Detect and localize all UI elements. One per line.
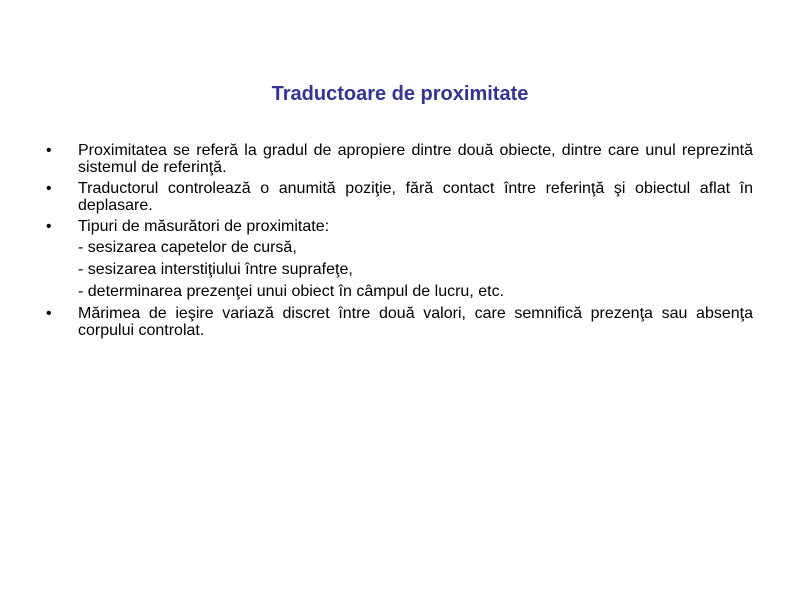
list-item-text: Proximitatea se referă la gradul de apropiere dintre două obiecte, dintre care unul reprezintă sistemul de referinţă. [78,142,753,176]
sub-list-item-text: - sesizarea interstiţiului între suprafeţe, [78,261,353,278]
list-item [42,218,753,235]
sub-list-item [42,261,753,278]
list-item-text: Traductorul controlează o anumită poziţie, fără contact între referinţă şi obiectul aflat în deplasare. [78,180,753,214]
bullet-dot: • [46,218,52,235]
list-item [42,180,753,214]
bullet-dot: • [46,180,52,197]
sub-list-item-text: - sesizarea capetelor de cursă, [78,239,297,256]
bullet-dot: • [46,142,52,159]
list-item [42,305,753,339]
list-item-text: Mărimea de ieşire variază discret între două valori, care semnifică prezenţa sau absenţa corpului controlat. [78,305,753,339]
sub-list-item-text: - determinarea prezenţei unui obiect în câmpul de lucru, etc. [78,283,505,300]
bullet-dot: • [46,305,52,322]
sub-list-item [42,239,753,256]
list-item [42,142,753,176]
sub-list-item [42,283,753,300]
list-item-text: Tipuri de măsurători de proximitate: [78,218,330,235]
slide-title: Traductoare de proximitate [271,83,529,105]
bullet-list [42,142,753,343]
